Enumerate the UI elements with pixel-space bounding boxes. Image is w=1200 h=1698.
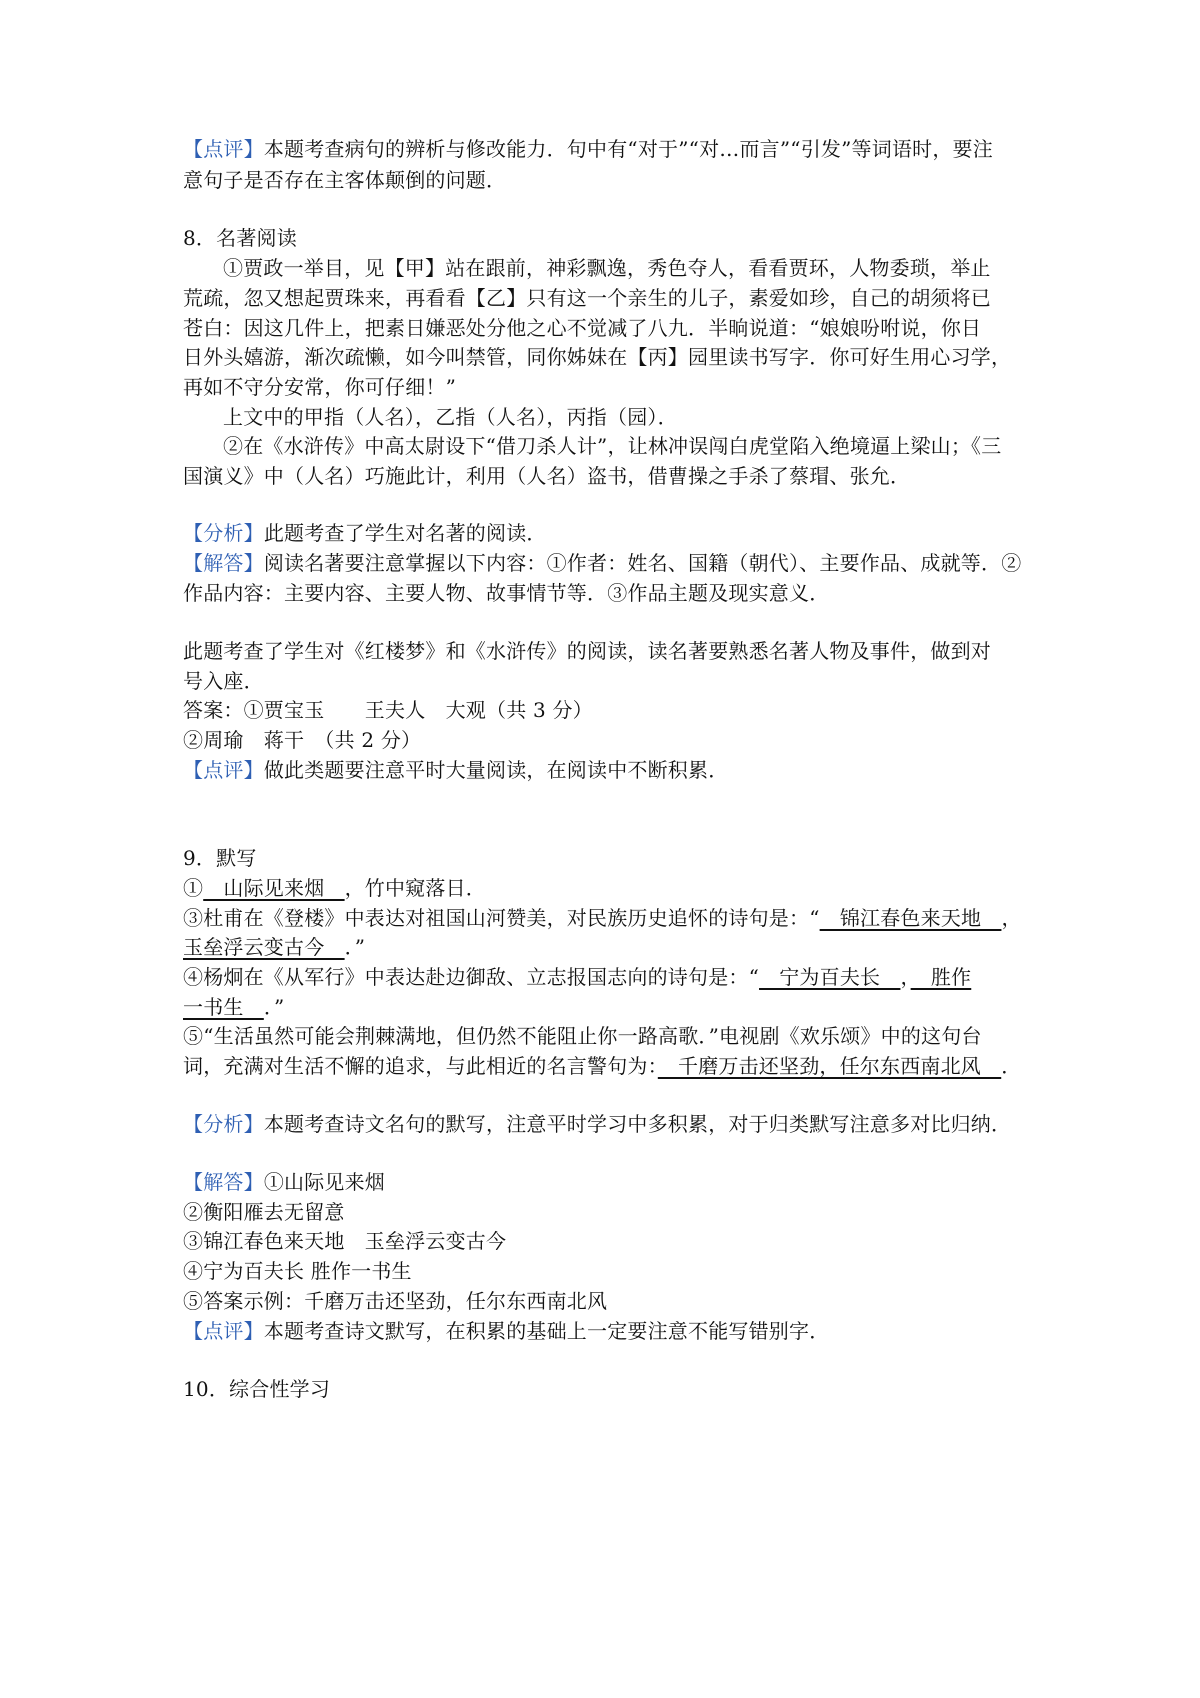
q8-jieda-line-1: 【解答】阅读名著要注意掌握以下内容：①作者：姓名、国籍（朝代）、主要作品、成就等．② [183,551,1022,575]
q9-jieda-line-3: ③锦江春色来天地 玉垒浮云变古今 [183,1229,507,1253]
fenxi-tag: 【分析】 [183,1112,264,1136]
q9-line-5: 一书生 ．” [183,995,285,1019]
q8-question-2-line-1: ②在《水浒传》中高太尉设下“借刀杀人计”，让林冲误闯白虎堂陷入绝境逼上梁山；《三 [223,434,1002,458]
jieda-tag: 【解答】 [183,1170,264,1194]
answer-blank: 山际见来烟 [203,876,345,900]
q7-dianping-line-1: 【点评】本题考查病句的辨析与修改能力．句中有“对于”“对…而言”“引发”等词语时，要注 [183,137,993,161]
fenxi-tag: 【分析】 [183,521,264,545]
q8-passage-line-1: ①贾政一举目，见【甲】站在跟前，神彩飘逸，秀色夺人，看看贾环，人物委琐，举止 [223,256,991,280]
answer-blank: 宁为百夫长 [759,965,901,989]
answer-blank: 千磨万击还坚劲，任尔东西南北风 [657,1054,1002,1078]
q9-jieda-line-1: 【解答】①山际见来烟 [183,1170,386,1194]
answer-blank: 胜作 [910,965,972,989]
q8-passage-line-3: 苍白：因这几件上，把素日嫌恶处分他之心不觉减了八九．半晌说道：“娘娘吩咐说，你日 [183,316,982,340]
dianping-tag: 【点评】 [183,1319,264,1343]
dianping-tag: 【点评】 [183,758,264,782]
q9-line-7: 词，充满对生活不懈的追求，与此相近的名言警句为： 千磨万击还坚劲，任尔东西南北风 ． [183,1054,1022,1078]
jieda-tag: 【解答】 [183,551,264,575]
q9-jieda-line-4: ④宁为百夫长 胜作一书生 [183,1259,412,1283]
q8-fenxi: 【分析】此题考查了学生对名著的阅读． [183,521,547,545]
q8-note-line-1: 此题考查了学生对《红楼梦》和《水浒传》的阅读，读名著要熟悉名著人物及事件，做到对 [183,639,991,663]
q8-passage-line-2: 荒疏，忽又想起贾珠来，再看看【乙】只有这一个亲生的儿子，素爱如珍，自己的胡须将已 [183,286,991,310]
q10-title: 10．综合性学习 [183,1377,331,1401]
q9-line-1: ① 山际见来烟 ，竹中窥落日． [183,876,487,900]
q8-title: 8．名著阅读 [183,226,297,250]
q9-line-4: ④杨炯在《从军行》中表达赴边御敌、立志报国志向的诗句是：“ 宁为百夫长 ， 胜作 [183,965,972,989]
q8-question-2-line-2: 国演义》中（人名）巧施此计，利用（人名）盗书，借曹操之手杀了蔡瑁、张允． [183,464,911,488]
q8-dianping: 【点评】做此类题要注意平时大量阅读，在阅读中不断积累． [183,758,729,782]
q9-title: 9．默写 [183,846,257,870]
answer-blank: 锦江春色来天地 [819,906,1002,930]
q8-question-1: 上文中的甲指（人名），乙指（人名），丙指（园）． [223,405,678,429]
answer-blank: 玉垒浮云变古今 [183,935,345,959]
q8-answer-line-1: 答案：①贾宝玉 王夫人 大观（共 3 分） [183,698,593,722]
q9-jieda-line-2: ②衡阳雁去无留意 [183,1200,345,1224]
q9-fenxi: 【分析】本题考查诗文名句的默写，注意平时学习中多积累，对于归类默写注意多对比归纳． [183,1112,1012,1136]
q8-note-line-2: 号入座． [183,669,264,693]
q9-line-2: ③杜甫在《登楼》中表达对祖国山河赞美，对民族历史追怀的诗句是：“ 锦江春色来天地 ， [183,906,1022,930]
dianping-tag: 【点评】 [183,137,264,161]
q9-line-6: ⑤“生活虽然可能会荆棘满地，但仍然不能阻止你一路高歌．”电视剧《欢乐颂》中的这句台 [183,1024,982,1048]
q7-dianping-line-2: 意句子是否存在主客体颠倒的问题． [183,168,507,192]
answer-blank: 一书生 [183,995,264,1019]
q8-passage-line-4: 日外头嬉游，渐次疏懒，如今叫禁管，同你姊妹在【丙】园里读书写字．你可好生用心习学， [183,345,1012,369]
q9-line-3: 玉垒浮云变古今 ．” [183,935,366,959]
q9-jieda-line-5: ⑤答案示例：千磨万击还坚劲，任尔东西南北风 [183,1289,608,1313]
q8-passage-line-5: 再如不守分安常，你可仔细！” [183,375,457,399]
q8-jieda-line-2: 作品内容：主要内容、主要人物、故事情节等．③作品主题及现实意义． [183,581,830,605]
q9-dianping: 【点评】本题考查诗文默写，在积累的基础上一定要注意不能写错别字． [183,1319,830,1343]
q8-answer-line-2: ②周瑜 蒋干 （共 2 分） [183,728,422,752]
